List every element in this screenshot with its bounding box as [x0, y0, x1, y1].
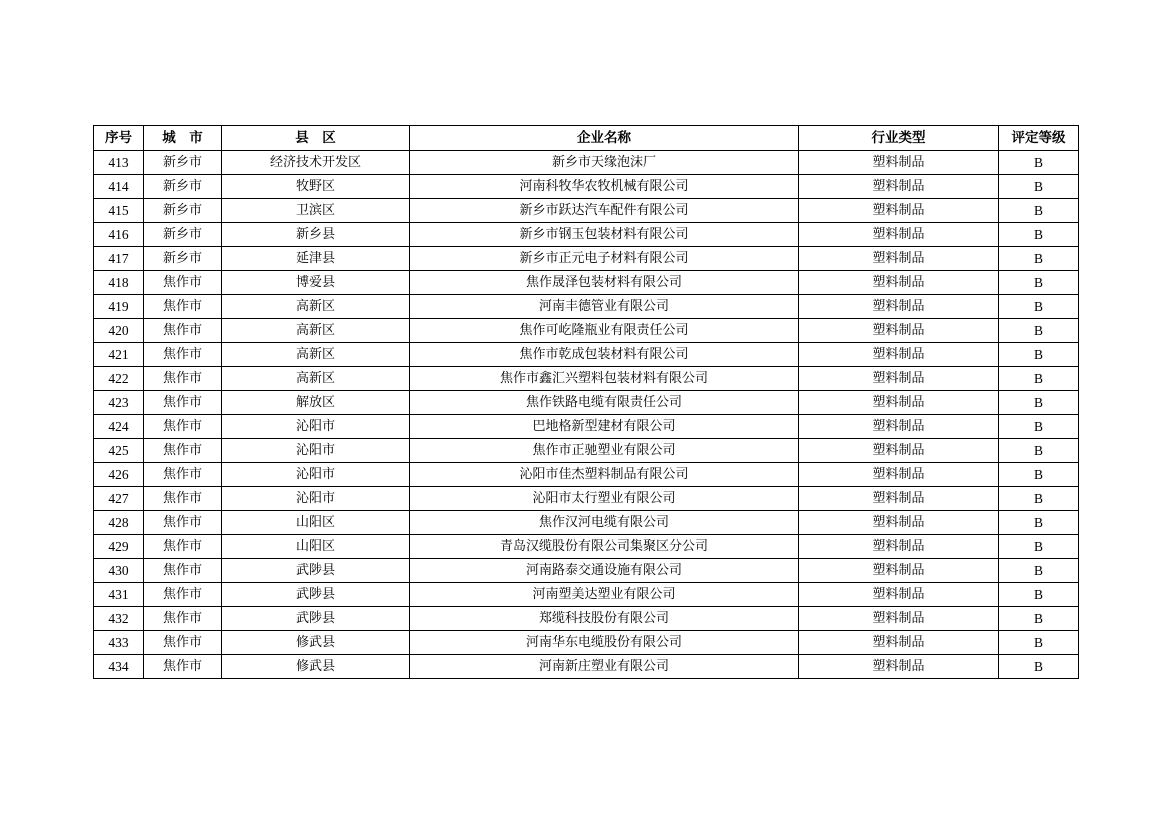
city-cell: 焦作市 — [144, 271, 222, 295]
serial-cell: 425 — [94, 439, 144, 463]
grade-cell: B — [999, 271, 1079, 295]
company-cell: 巴地格新型建材有限公司 — [410, 415, 799, 439]
grade-cell: B — [999, 367, 1079, 391]
company-cell: 焦作汉河电缆有限公司 — [410, 511, 799, 535]
header-row — [94, 126, 1079, 151]
company-cell: 新乡市天缘泡沫厂 — [410, 151, 799, 175]
district-cell: 修武县 — [222, 631, 410, 655]
city-cell: 焦作市 — [144, 655, 222, 679]
grade-cell: B — [999, 559, 1079, 583]
serial-cell: 418 — [94, 271, 144, 295]
table-row — [94, 535, 1079, 559]
district-cell: 延津县 — [222, 247, 410, 271]
grade-cell: B — [999, 151, 1079, 175]
district-cell: 牧野区 — [222, 175, 410, 199]
table-row — [94, 655, 1079, 679]
industry-cell: 塑料制品 — [799, 199, 999, 223]
city-cell: 新乡市 — [144, 175, 222, 199]
table-row — [94, 295, 1079, 319]
grade-cell: B — [999, 415, 1079, 439]
company-cell: 河南塑美达塑业有限公司 — [410, 583, 799, 607]
district-cell: 武陟县 — [222, 607, 410, 631]
district-cell: 沁阳市 — [222, 439, 410, 463]
serial-cell: 428 — [94, 511, 144, 535]
company-cell: 新乡市钢玉包装材料有限公司 — [410, 223, 799, 247]
grade-cell: B — [999, 247, 1079, 271]
serial-cell: 426 — [94, 463, 144, 487]
company-cell: 沁阳市佳杰塑料制品有限公司 — [410, 463, 799, 487]
table-row — [94, 199, 1079, 223]
col-header-district: 县 区 — [222, 126, 410, 151]
serial-cell: 419 — [94, 295, 144, 319]
district-cell: 经济技术开发区 — [222, 151, 410, 175]
company-cell: 河南科牧华农牧机械有限公司 — [410, 175, 799, 199]
city-cell: 新乡市 — [144, 151, 222, 175]
city-cell: 焦作市 — [144, 295, 222, 319]
district-cell: 武陟县 — [222, 559, 410, 583]
industry-cell: 塑料制品 — [799, 271, 999, 295]
table-row — [94, 607, 1079, 631]
col-header-serial: 序号 — [94, 126, 144, 151]
company-cell: 焦作可屹隆瓶业有限责任公司 — [410, 319, 799, 343]
industry-cell: 塑料制品 — [799, 175, 999, 199]
table-row — [94, 367, 1079, 391]
grade-cell: B — [999, 463, 1079, 487]
industry-cell: 塑料制品 — [799, 655, 999, 679]
city-cell: 焦作市 — [144, 415, 222, 439]
industry-cell: 塑料制品 — [799, 583, 999, 607]
serial-cell: 421 — [94, 343, 144, 367]
grade-cell: B — [999, 175, 1079, 199]
district-cell: 修武县 — [222, 655, 410, 679]
industry-cell: 塑料制品 — [799, 535, 999, 559]
grade-cell: B — [999, 487, 1079, 511]
company-cell: 新乡市跃达汽车配件有限公司 — [410, 199, 799, 223]
col-header-company: 企业名称 — [410, 126, 799, 151]
table-row — [94, 463, 1079, 487]
district-cell: 博爱县 — [222, 271, 410, 295]
grade-cell: B — [999, 631, 1079, 655]
serial-cell: 429 — [94, 535, 144, 559]
serial-cell: 431 — [94, 583, 144, 607]
table-row — [94, 439, 1079, 463]
city-cell: 焦作市 — [144, 439, 222, 463]
company-cell: 郑缆科技股份有限公司 — [410, 607, 799, 631]
district-cell: 沁阳市 — [222, 487, 410, 511]
grade-cell: B — [999, 511, 1079, 535]
serial-cell: 413 — [94, 151, 144, 175]
district-cell: 高新区 — [222, 295, 410, 319]
industry-cell: 塑料制品 — [799, 223, 999, 247]
serial-cell: 430 — [94, 559, 144, 583]
col-header-industry: 行业类型 — [799, 126, 999, 151]
industry-cell: 塑料制品 — [799, 247, 999, 271]
district-cell: 新乡县 — [222, 223, 410, 247]
industry-cell: 塑料制品 — [799, 391, 999, 415]
city-cell: 焦作市 — [144, 583, 222, 607]
grade-cell: B — [999, 535, 1079, 559]
serial-cell: 427 — [94, 487, 144, 511]
grade-cell: B — [999, 199, 1079, 223]
industry-cell: 塑料制品 — [799, 415, 999, 439]
company-cell: 沁阳市太行塑业有限公司 — [410, 487, 799, 511]
industry-cell: 塑料制品 — [799, 463, 999, 487]
district-cell: 沁阳市 — [222, 415, 410, 439]
table-row — [94, 319, 1079, 343]
city-cell: 焦作市 — [144, 607, 222, 631]
serial-cell: 414 — [94, 175, 144, 199]
city-cell: 新乡市 — [144, 199, 222, 223]
district-cell: 高新区 — [222, 343, 410, 367]
industry-cell: 塑料制品 — [799, 487, 999, 511]
serial-cell: 415 — [94, 199, 144, 223]
serial-cell: 423 — [94, 391, 144, 415]
industry-cell: 塑料制品 — [799, 511, 999, 535]
company-cell: 河南华东电缆股份有限公司 — [410, 631, 799, 655]
table-row — [94, 343, 1079, 367]
city-cell: 焦作市 — [144, 535, 222, 559]
company-cell: 焦作晟泽包装材料有限公司 — [410, 271, 799, 295]
company-cell: 新乡市正元电子材料有限公司 — [410, 247, 799, 271]
serial-cell: 433 — [94, 631, 144, 655]
company-cell: 焦作铁路电缆有限责任公司 — [410, 391, 799, 415]
table-row — [94, 271, 1079, 295]
company-cell: 焦作市乾成包装材料有限公司 — [410, 343, 799, 367]
grade-cell: B — [999, 223, 1079, 247]
table-row — [94, 391, 1079, 415]
district-cell: 高新区 — [222, 319, 410, 343]
industry-cell: 塑料制品 — [799, 319, 999, 343]
city-cell: 焦作市 — [144, 631, 222, 655]
industry-cell: 塑料制品 — [799, 631, 999, 655]
serial-cell: 432 — [94, 607, 144, 631]
city-cell: 焦作市 — [144, 391, 222, 415]
industry-cell: 塑料制品 — [799, 439, 999, 463]
industry-cell: 塑料制品 — [799, 151, 999, 175]
company-cell: 河南新庄塑业有限公司 — [410, 655, 799, 679]
table-row — [94, 223, 1079, 247]
city-cell: 焦作市 — [144, 487, 222, 511]
grade-cell: B — [999, 607, 1079, 631]
district-cell: 山阳区 — [222, 535, 410, 559]
city-cell: 新乡市 — [144, 223, 222, 247]
table-row — [94, 415, 1079, 439]
district-cell: 卫滨区 — [222, 199, 410, 223]
serial-cell: 424 — [94, 415, 144, 439]
industry-cell: 塑料制品 — [799, 559, 999, 583]
city-cell: 焦作市 — [144, 343, 222, 367]
grade-cell: B — [999, 343, 1079, 367]
industry-cell: 塑料制品 — [799, 367, 999, 391]
table-row — [94, 175, 1079, 199]
city-cell: 焦作市 — [144, 511, 222, 535]
grade-cell: B — [999, 319, 1079, 343]
industry-cell: 塑料制品 — [799, 343, 999, 367]
grade-cell: B — [999, 295, 1079, 319]
company-cell: 焦作市鑫汇兴塑料包装材料有限公司 — [410, 367, 799, 391]
table-row — [94, 511, 1079, 535]
table-row — [94, 151, 1079, 175]
district-cell: 高新区 — [222, 367, 410, 391]
enterprise-rating-table — [93, 125, 1079, 679]
table-body — [94, 151, 1079, 679]
industry-cell: 塑料制品 — [799, 295, 999, 319]
serial-cell: 416 — [94, 223, 144, 247]
district-cell: 沁阳市 — [222, 463, 410, 487]
city-cell: 焦作市 — [144, 367, 222, 391]
city-cell: 焦作市 — [144, 463, 222, 487]
table-row — [94, 559, 1079, 583]
district-cell: 山阳区 — [222, 511, 410, 535]
col-header-city: 城 市 — [144, 126, 222, 151]
serial-cell: 420 — [94, 319, 144, 343]
district-cell: 武陟县 — [222, 583, 410, 607]
company-cell: 河南路泰交通设施有限公司 — [410, 559, 799, 583]
grade-cell: B — [999, 655, 1079, 679]
company-cell: 青岛汉缆股份有限公司集聚区分公司 — [410, 535, 799, 559]
col-header-grade: 评定等级 — [999, 126, 1079, 151]
serial-cell: 417 — [94, 247, 144, 271]
grade-cell: B — [999, 439, 1079, 463]
serial-cell: 434 — [94, 655, 144, 679]
table-row — [94, 247, 1079, 271]
table-row — [94, 583, 1079, 607]
table-row — [94, 487, 1079, 511]
company-cell: 河南丰德管业有限公司 — [410, 295, 799, 319]
industry-cell: 塑料制品 — [799, 607, 999, 631]
city-cell: 新乡市 — [144, 247, 222, 271]
company-cell: 焦作市正驰塑业有限公司 — [410, 439, 799, 463]
city-cell: 焦作市 — [144, 559, 222, 583]
serial-cell: 422 — [94, 367, 144, 391]
grade-cell: B — [999, 391, 1079, 415]
city-cell: 焦作市 — [144, 319, 222, 343]
district-cell: 解放区 — [222, 391, 410, 415]
table-row — [94, 631, 1079, 655]
grade-cell: B — [999, 583, 1079, 607]
